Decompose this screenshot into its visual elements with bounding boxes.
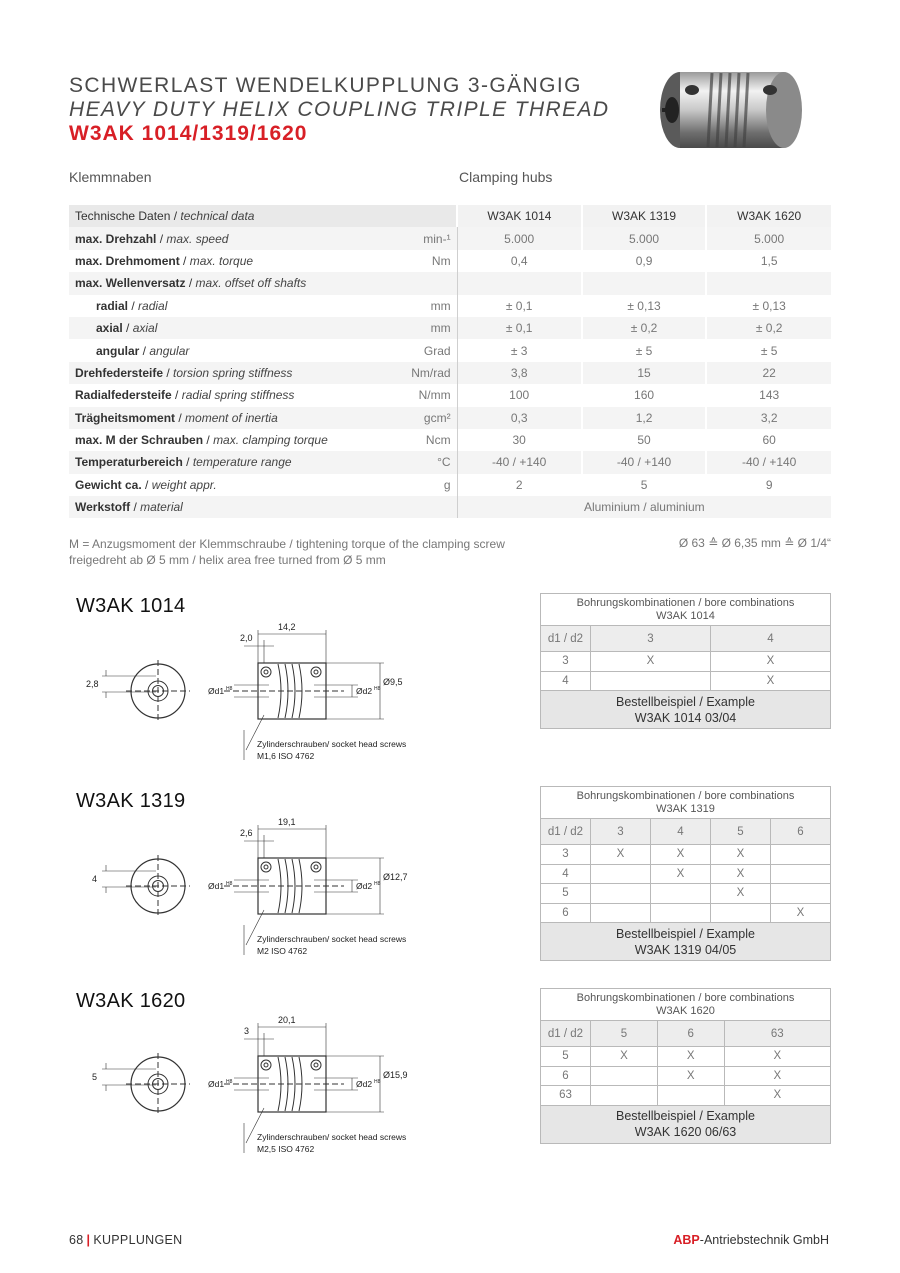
svg-text:5: 5 xyxy=(92,1072,98,1082)
svg-text:Ød2: Ød2 xyxy=(356,1079,373,1089)
brand-name: ABP xyxy=(673,1233,700,1247)
table-row: angular / angular Grad ± 3 ± 5 ± 5 xyxy=(69,339,831,361)
table-row: max. Drehzahl / max. speed min-¹ 5.000 5.000 5.000 xyxy=(69,227,831,249)
column-header: W3AK 1319 xyxy=(582,205,707,227)
svg-text:2,0: 2,0 xyxy=(240,633,253,643)
svg-text:Ø15,9: Ø15,9 xyxy=(383,1070,408,1080)
title-models: W3AK 1014/1319/1620 xyxy=(69,122,308,145)
subtitle-german: Klemmnaben xyxy=(69,169,152,185)
svg-text:H8: H8 xyxy=(226,686,233,692)
bore-combination-table: Bohrungskombinationen / bore combinations W3AK 1319 d1 / d2 3 4 5 6 3 X X X 4 X X 5 X 6 X Bestellbeispiel / Example W3AK 1319 04/05 xyxy=(540,786,831,961)
svg-text:H8: H8 xyxy=(374,686,381,692)
table-row: 4 X X xyxy=(541,864,831,884)
table-row: 6 X xyxy=(541,903,831,923)
technical-data-table xyxy=(69,205,831,518)
table-row: 5 X X X xyxy=(541,1047,831,1067)
svg-text:Ød1: Ød1 xyxy=(208,1079,225,1089)
title-english: HEAVY DUTY HELIX COUPLING TRIPLE THREAD xyxy=(69,98,610,121)
table-row: max. M der Schrauben / max. clamping torque Ncm 30 50 60 xyxy=(69,429,831,451)
technical-drawing xyxy=(84,1013,424,1173)
svg-text:Ø12,7: Ø12,7 xyxy=(383,872,408,882)
svg-text:Ø9,5: Ø9,5 xyxy=(383,677,403,687)
table-header-row xyxy=(69,205,831,227)
table-row: 6 X X xyxy=(541,1066,831,1086)
section-name: KUPPLUNGEN xyxy=(93,1233,183,1247)
svg-text:19,1: 19,1 xyxy=(278,817,296,827)
table-row: 3 X X X xyxy=(541,845,831,865)
svg-text:M1,6 ISO 4762: M1,6 ISO 4762 xyxy=(257,751,315,761)
table-row: Gewicht ca. / weight appr. g 2 5 9 xyxy=(69,474,831,496)
svg-text:3: 3 xyxy=(244,1026,250,1036)
svg-text:2,8: 2,8 xyxy=(86,679,99,689)
footer-company xyxy=(673,1233,829,1247)
svg-text:2,6: 2,6 xyxy=(240,828,253,838)
title-german: SCHWERLAST WENDELKUPPLUNG 3-GÄNGIG xyxy=(69,74,582,97)
model-title: W3AK 1319 xyxy=(76,790,186,812)
svg-text:Ød2: Ød2 xyxy=(356,686,373,696)
table-row: radial / radial mm ± 0,1 ± 0,13 ± 0,13 xyxy=(69,295,831,317)
svg-text:Zylinderschrauben/ socket head: Zylinderschrauben/ socket head screws xyxy=(257,1132,407,1142)
table-row: max. Wellenversatz / max. offset off shafts xyxy=(69,272,831,294)
table-row: 3 X X xyxy=(541,652,831,672)
table-row: Trägheitsmoment / moment of inertia gcm² 0,3 1,2 3,2 xyxy=(69,407,831,429)
svg-text:20,1: 20,1 xyxy=(278,1015,296,1025)
header-label: Technische Daten / technical data xyxy=(69,205,385,227)
svg-text:Ød2: Ød2 xyxy=(356,881,373,891)
table-row: Radialfedersteife / radial spring stiffness N/mm 100 160 143 xyxy=(69,384,831,406)
table-row: 5 X xyxy=(541,884,831,904)
footnote-conversion: Ø 63 ≙ Ø 6,35 mm ≙ Ø 1/4“ xyxy=(678,536,831,550)
svg-text:H8: H8 xyxy=(226,1079,233,1085)
svg-text:Ød1: Ød1 xyxy=(208,881,225,891)
svg-text:4: 4 xyxy=(92,874,98,884)
svg-text:M2,5 ISO 4762: M2,5 ISO 4762 xyxy=(257,1144,315,1154)
svg-text:H8: H8 xyxy=(374,1079,381,1085)
table-row-material: Werkstoff / material Aluminium / aluminium xyxy=(69,496,831,518)
column-header: W3AK 1014 xyxy=(457,205,582,227)
bore-combination-table: Bohrungskombinationen / bore combinations W3AK 1014 d1 / d2 3 4 3 X X 4 X Bestellbeispiel / Example W3AK 1014 03/04 xyxy=(540,593,831,729)
table-row: Drehfedersteife / torsion spring stiffness Nm/rad 3,8 15 22 xyxy=(69,362,831,384)
table-row: Temperaturbereich / temperature range °C -40 / +140 -40 / +140 -40 / +140 xyxy=(69,451,831,473)
table-row: axial / axial mm ± 0,1 ± 0,2 ± 0,2 xyxy=(69,317,831,339)
svg-text:H8: H8 xyxy=(374,881,381,887)
company-name: -Antriebstechnik GmbH xyxy=(699,1233,829,1247)
svg-text:Ød1: Ød1 xyxy=(208,686,225,696)
page-title xyxy=(69,74,629,146)
table-row: 63 X xyxy=(541,1086,831,1106)
svg-text:M2 ISO 4762: M2 ISO 4762 xyxy=(257,946,308,956)
subtitle-english: Clamping hubs xyxy=(459,169,553,185)
coupling-product-image xyxy=(648,62,808,162)
technical-drawing xyxy=(84,620,424,780)
table-row: max. Drehmoment / max. torque Nm 0,4 0,9 1,5 xyxy=(69,250,831,272)
footer-page-section: 68 | KUPPLUNGEN xyxy=(69,1233,183,1247)
technical-drawing xyxy=(84,815,424,975)
svg-text:H8: H8 xyxy=(226,881,233,887)
svg-text:Zylinderschrauben/ socket head: Zylinderschrauben/ socket head screws xyxy=(257,934,407,944)
table-row: 4 X xyxy=(541,671,831,691)
model-title: W3AK 1620 xyxy=(76,990,186,1012)
bore-combination-table: Bohrungskombinationen / bore combinations W3AK 1620 d1 / d2 5 6 63 5 X X X 6 X X 63 X Bestellbeispiel / Example W3AK 1620 06/63 xyxy=(540,988,831,1144)
page-number: 68 xyxy=(69,1233,84,1247)
svg-text:14,2: 14,2 xyxy=(278,622,296,632)
model-title: W3AK 1014 xyxy=(76,595,186,617)
svg-text:Zylinderschrauben/ socket head: Zylinderschrauben/ socket head screws xyxy=(257,739,407,749)
column-header: W3AK 1620 xyxy=(706,205,831,227)
footnote: M = Anzugsmoment der Klemmschraube / tightening torque of the clamping screw freigedreht ab Ø 5 mm / helix area free turned from Ø 5 mm xyxy=(69,537,505,567)
